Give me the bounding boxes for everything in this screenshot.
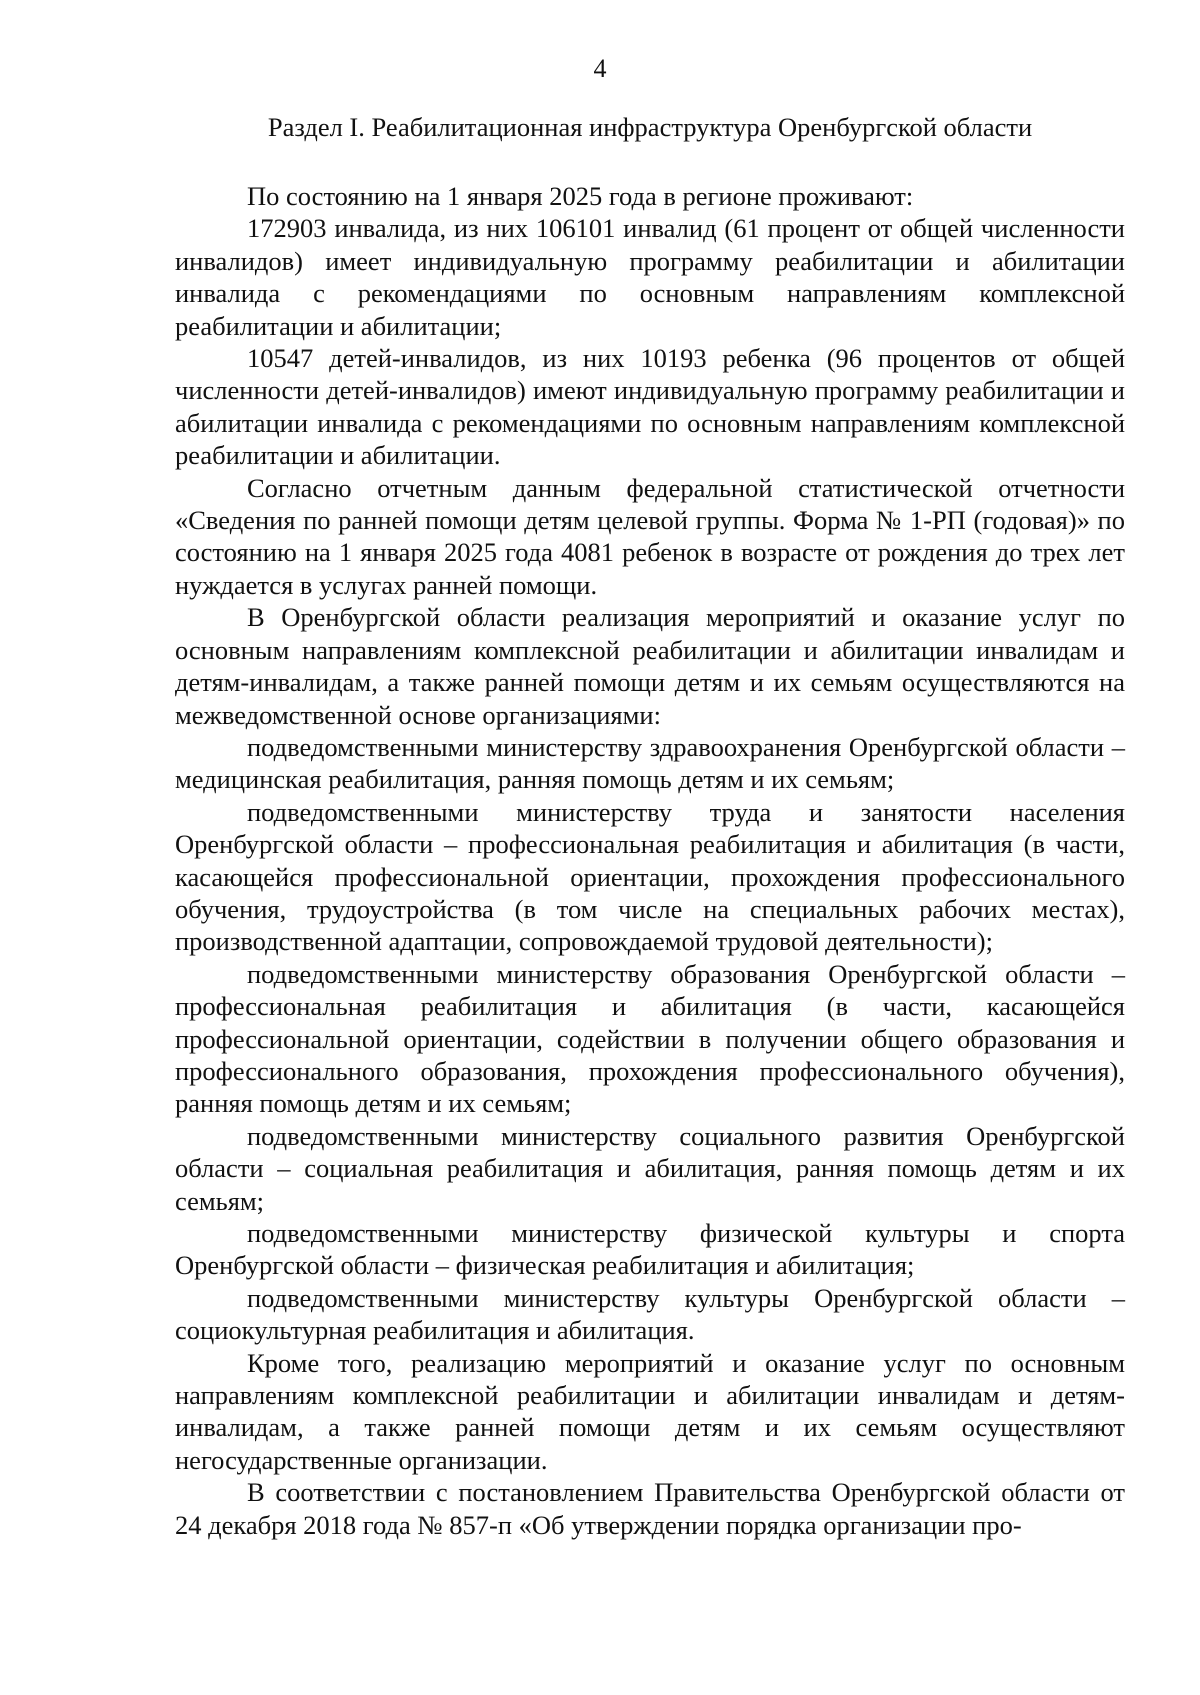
paragraph-social-ministry: подведомственными министерству социального развития Оренбургской области – социальная реабилитация и абилитация, ранняя помощь детям и их семьям; xyxy=(175,1120,1125,1216)
paragraph-nongovernmental: Кроме того, реализацию мероприятий и оказание услуг по основным направлениям комплексной реабилитации и абилитации инвалидам и детям-инвалидам, а также ранней помощи детям и их семьям осуществляют негосударственные организации. xyxy=(175,1347,1125,1475)
paragraph-education-ministry: подведомственными министерству образования Оренбургской области – профессиональная реабилитация и абилитация (в части, касающейся профессиональной ориентации, содействии в получении общего образования и профессионального образования, прохождения профессионального обучения), ранняя помощь детям и их семьям; xyxy=(175,958,1125,1119)
paragraph-early-help-statistics: Согласно отчетным данным федеральной статистической отчетности «Сведения по ранней помощи детям целевой группы. Форма № 1-РП (годовая)» по состоянию на 1 января 2025 года 4081 ребенок в возрасте от рождения до трех лет нуждается в услугах ранней помощи. xyxy=(175,472,1125,600)
page-number: 4 xyxy=(593,54,607,83)
paragraph-culture-ministry: подведомственными министерству культуры Оренбургской области – социокультурная реабилитация и абилитация. xyxy=(175,1282,1125,1346)
document-body xyxy=(175,180,1125,1541)
paragraph-government-resolution: В соответствии с постановлением Правительства Оренбургской области от 24 декабря 2018 года № 857-п «Об утверждении порядка организации про- xyxy=(175,1477,1125,1540)
paragraph-health-ministry: подведомственными министерству здравоохранения Оренбургской области – медицинская реабилитация, ранняя помощь детям и их семьям; xyxy=(175,731,1125,795)
paragraph-disabled-children: 10547 детей-инвалидов, из них 10193 ребенка (96 процентов от общей численности детей-инвалидов) имеют индивидуальную программу реабилитации и абилитации инвалида с рекомендациями по основным направлениям комплексной реабилитации и абилитации. xyxy=(175,343,1125,471)
paragraph-sport-ministry: подведомственными министерству физической культуры и спорта Оренбургской области – физическая реабилитация и абилитация; xyxy=(175,1218,1125,1281)
paragraph-labor-ministry: подведомственными министерству труда и занятости населения Оренбургской области – профессиональная реабилитация и абилитация (в части, касающейся профессиональной ориентации, прохождения профессионального обучения, трудоустройства (в том числе на специальных рабочих местах), производственной адаптации, сопровождаемой трудовой деятельности); xyxy=(175,796,1125,957)
paragraph-disabled-adults: 172903 инвалида, из них 106101 инвалид (61 процент от общей численности инвалидов) имеет индивидуальную программу реабилитации и абилитации инвалида с рекомендациями по основным направлениям комплексной реабилитации и абилитации; xyxy=(175,213,1125,341)
section-heading: Раздел I. Реабилитационная инфраструктура Оренбургской области xyxy=(267,112,1033,142)
paragraph-population-intro: По состоянию на 1 января 2025 года в регионе проживают: xyxy=(247,181,914,211)
paragraph-interagency-intro: В Оренбургской области реализация мероприятий и оказание услуг по основным направлениям комплексной реабилитации и абилитации инвалидам и детям-инвалидам, а также ранней помощи детям и их семьям осуществляются на межведомственной основе организациями: xyxy=(175,602,1125,730)
